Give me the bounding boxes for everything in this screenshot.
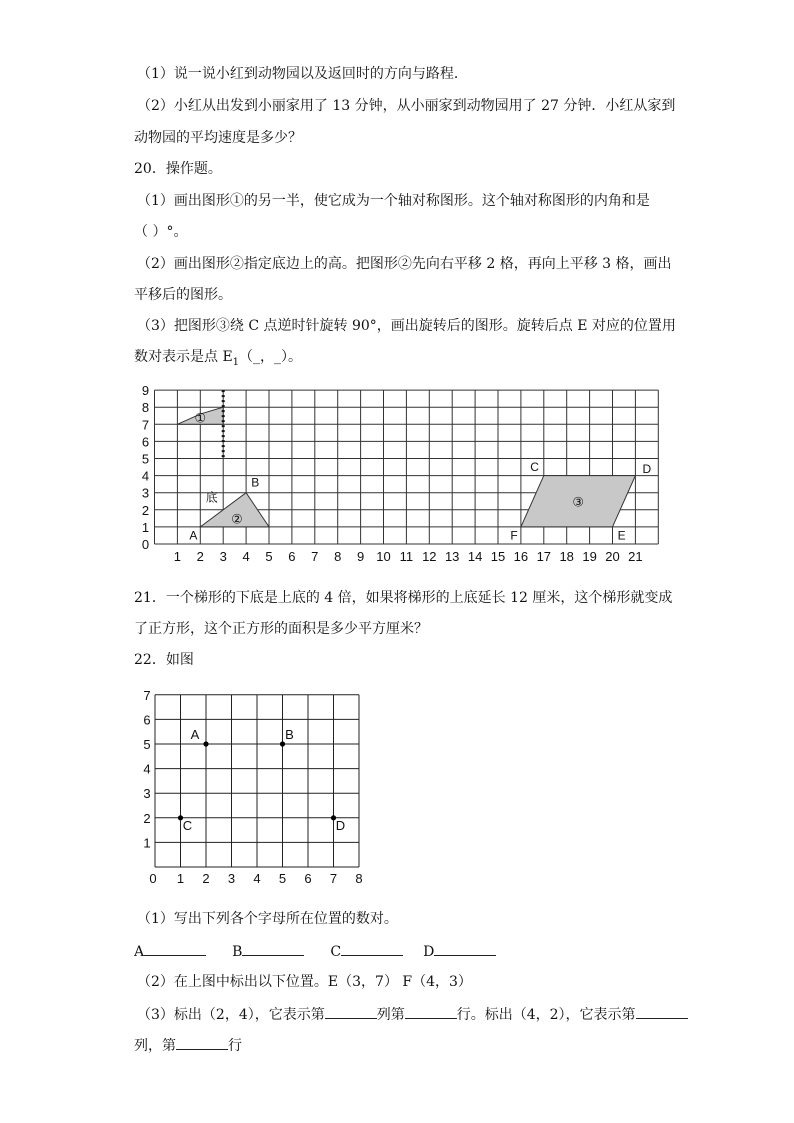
point-b-label: B [285, 727, 294, 742]
y-tick-label: 7 [143, 687, 151, 703]
x-tick-label: 12 [422, 549, 437, 564]
y-tick-label: 2 [141, 502, 150, 518]
point-d-label: D [642, 461, 652, 476]
q21-line1: 21．一个梯形的下底是上底的 4 倍，如果将梯形的上底延长 12 厘米，这个梯形就变成 [134, 590, 673, 606]
x-tick-label: 3 [219, 549, 227, 564]
x-tick-label: 14 [467, 549, 483, 564]
x-tick-label: 4 [253, 871, 261, 886]
shape-1-label: ① [194, 410, 207, 426]
q19-part1: （1）说一说小红到动物园以及返回时的方向与路程． [137, 66, 468, 82]
x-tick-label: 7 [311, 549, 319, 564]
x-tick-label: 18 [559, 549, 574, 564]
point-c-label: C [530, 460, 539, 475]
point-e-label: E [617, 528, 626, 543]
q22-part2: （2）在上图中标出以下位置。E（3，7） F（4，3） [137, 974, 472, 990]
q22-part1: （1）写出下列各个字母所在位置的数对。 [137, 911, 398, 927]
y-tick-label: 1 [141, 519, 150, 535]
x-tick-label: 2 [196, 549, 204, 564]
y-tick-label: 3 [143, 786, 151, 802]
point-d-label: D [335, 817, 346, 833]
x-tick-label: 0 [149, 871, 157, 886]
y-tick-label: 4 [143, 761, 151, 777]
shape-2-label: ② [231, 511, 243, 527]
x-tick-label: 17 [536, 549, 552, 564]
x-tick-label: 1 [173, 549, 182, 564]
x-tick-label: 15 [490, 549, 506, 564]
x-tick-label: 11 [399, 549, 414, 564]
q22-p3-text4: 列，第 [134, 1038, 176, 1054]
y-tick-label: 0 [141, 537, 150, 552]
q21-line2: 了正方形，这个正方形的面积是多少平方厘米？ [134, 621, 428, 637]
q20-part1-line2: （ ）°。 [134, 224, 188, 240]
q22-grid [143, 688, 362, 886]
y-tick-label: 9 [141, 383, 150, 399]
point-f-label: F [510, 528, 518, 543]
q22-title: 22．如图 [134, 652, 194, 668]
x-tick-label: 21 [628, 549, 643, 564]
q20-part2-line1: （2）画出图形②指定底边上的高。把图形②先向右平移 2 格，再向上平移 3 格，画出 [137, 256, 672, 272]
q22-p3-text1: （3）标出（2，4），它表示第 [137, 1007, 325, 1023]
x-tick-label: 6 [288, 549, 296, 564]
point-a-label: A [190, 727, 200, 742]
q20-e1-suffix: （_，_）。 [239, 349, 303, 365]
y-tick-label: 5 [141, 451, 150, 467]
base-label: 底 [205, 490, 218, 505]
q22-p3-text5: 行 [228, 1038, 242, 1054]
blank-label-c: C [330, 944, 342, 960]
q22-p3-text2: 列第 [376, 1007, 405, 1023]
x-tick-label: 5 [278, 871, 287, 886]
q20-part1-line1: （1）画出图形①的另一半，使它成为一个轴对称图形。这个轴对称图形的内角和是 [137, 193, 650, 209]
x-tick-label: 3 [227, 871, 236, 886]
q20-part2-line2: 平移后的图形。 [134, 287, 232, 303]
blank-label-b: B [232, 944, 243, 960]
x-tick-label: 13 [444, 549, 460, 564]
q19-part2-line2: 动物园的平均速度是多少？ [134, 130, 302, 146]
y-tick-label: 7 [141, 417, 150, 433]
point-a-label: A [189, 528, 198, 543]
x-tick-label: 2 [202, 871, 210, 886]
x-tick-label: 16 [513, 549, 529, 564]
x-tick-label: 5 [265, 549, 273, 564]
point-b [280, 741, 285, 746]
y-tick-label: 6 [141, 434, 150, 450]
shape-3-label: ③ [572, 494, 584, 510]
x-tick-label: 8 [355, 871, 363, 886]
y-tick-label: 1 [143, 835, 151, 851]
x-tick-label: 10 [376, 549, 391, 564]
x-tick-label: 1 [176, 871, 185, 886]
x-tick-label: 9 [356, 549, 365, 564]
q20-part3-line1: （3）把图形③绕 C 点逆时针旋转 90°，画出旋转后的图形。旋转后点 E 对应的位置用 [137, 318, 676, 334]
x-tick-label: 20 [605, 549, 620, 564]
blank-label-d: D [423, 944, 435, 960]
y-tick-label: 8 [141, 400, 150, 416]
x-tick-label: 8 [334, 549, 342, 564]
q20-e1-prefix: 数对表示是点 E [134, 349, 233, 365]
y-tick-label: 6 [143, 712, 151, 728]
point-c-label: C [182, 817, 193, 833]
x-tick-label: 7 [329, 871, 338, 886]
y-tick-label: 4 [141, 468, 150, 484]
y-tick-label: 5 [143, 737, 151, 752]
q20-title: 20．操作题。 [134, 161, 222, 177]
x-tick-label: 19 [582, 549, 597, 564]
x-tick-label: 4 [242, 549, 250, 564]
x-tick-label: 6 [304, 871, 312, 886]
y-tick-label: 3 [141, 485, 150, 501]
point-a [203, 741, 208, 746]
q22-p3-text3: 行。标出（4，2），它表示第 [456, 1007, 636, 1023]
q19-part2-line1: （2）小红从出发到小丽家用了 13 分钟，从小丽家到动物园用了 27 分钟．小红从家到 [137, 98, 676, 114]
y-tick-label: 2 [143, 810, 151, 826]
point-b-label: B [251, 475, 260, 490]
blank-label-a: A [134, 944, 145, 960]
q20-e1-subscript: 1 [232, 356, 240, 368]
